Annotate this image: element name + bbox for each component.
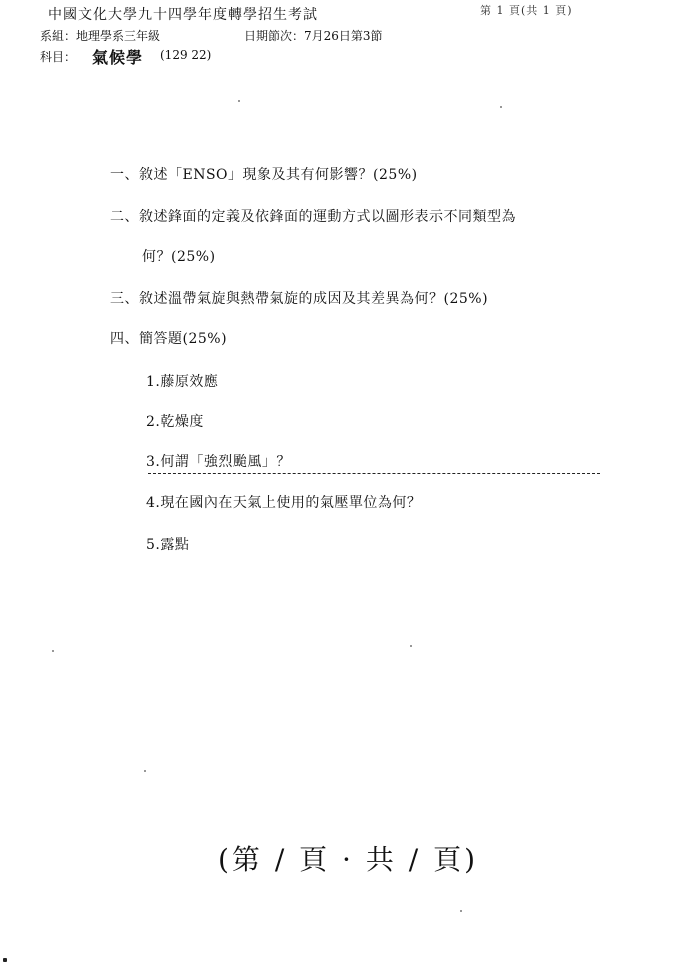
- department-label: 系組：地理學系三年級: [40, 29, 161, 43]
- short-answer-3: 3.何謂「強烈颱風」？: [146, 454, 291, 470]
- subject-label: 科目：: [40, 50, 77, 64]
- page-indicator: 第 1 頁(共 1 頁): [480, 4, 573, 17]
- scan-speck: [3, 958, 7, 962]
- scan-speck: [460, 910, 462, 912]
- date-session-label: 日期節次：7月26日第3節: [244, 29, 383, 43]
- short-answer-4: 4.現在國內在天氣上使用的氣壓單位為何？: [146, 495, 422, 511]
- subject-name: 氣候學: [92, 48, 144, 67]
- subject-code: (129 22): [160, 48, 212, 62]
- short-answer-2: 2.乾燥度: [146, 414, 204, 430]
- scan-speck: [238, 100, 240, 102]
- question-3: 三、敘述溫帶氣旋與熱帶氣旋的成因及其差異為何？(25%): [110, 291, 489, 307]
- scan-speck: [500, 106, 502, 108]
- question-2-continuation: 何？(25%): [142, 249, 216, 265]
- exam-title: 中國文化大學九十四學年度轉學招生考試: [48, 7, 318, 23]
- page-footer: (第 / 頁 · 共 / 頁): [218, 843, 479, 876]
- scan-speck: [410, 645, 412, 647]
- short-answer-5: 5.露點: [146, 537, 190, 553]
- question-4: 四、簡答題(25%): [110, 331, 228, 347]
- question-1: 一、敘述「ENSO」現象及其有何影響？(25%): [110, 167, 418, 183]
- scan-speck: [144, 770, 146, 772]
- short-answer-1: 1.藤原效應: [146, 374, 219, 390]
- scan-fold-line: [148, 473, 600, 474]
- question-2: 二、敘述鋒面的定義及依鋒面的運動方式以圖形表示不同類型為: [110, 209, 516, 225]
- scan-speck: [52, 650, 54, 652]
